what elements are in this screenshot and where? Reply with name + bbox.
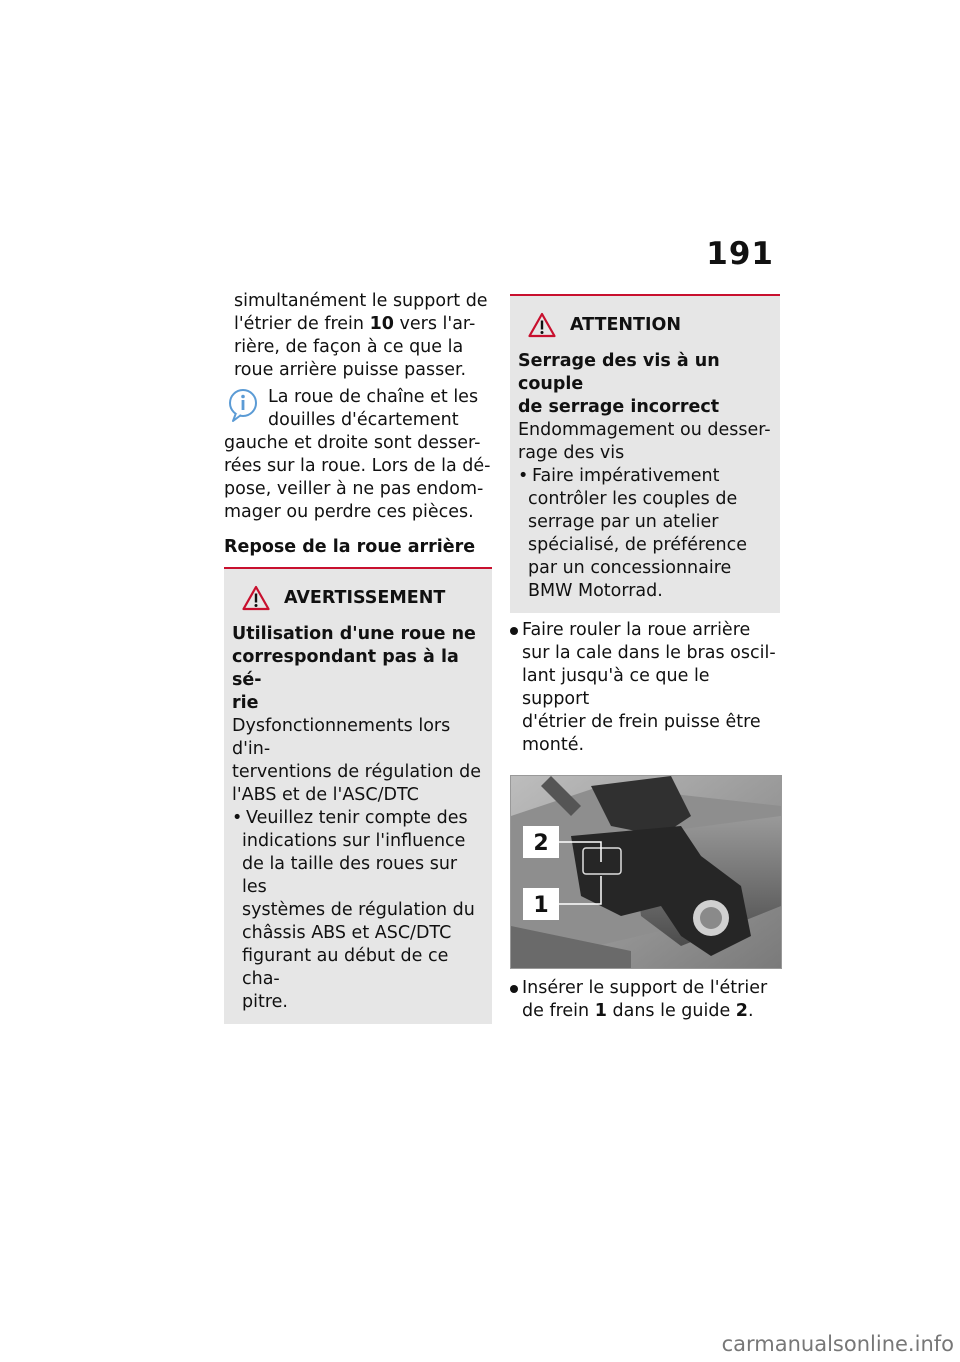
bullet-dot <box>510 627 518 635</box>
warning-title-row <box>232 585 484 611</box>
warning-title: AVERTISSEMENT <box>284 587 446 608</box>
warning-box <box>224 569 492 1024</box>
attention-bullet: • Faire impérativement contrôler les couples de serrage par un atelier spécialisé, de préférence par un concessionnaire BMW Motorrad. <box>518 465 772 603</box>
intro-line: rière, de façon à ce que la <box>234 337 464 357</box>
ref-number: 2 <box>735 1001 748 1021</box>
info-line: gauche et droite sont desser- <box>224 433 481 453</box>
watermark: carmanualsonline.info <box>721 1332 954 1356</box>
warning-subtitle: Utilisation d'une roue ne correspondant pas à la sé- rie <box>232 624 476 713</box>
intro-line: roue arrière puisse passer. <box>234 360 467 380</box>
warning-triangle-icon <box>242 585 270 611</box>
ref-number: 1 <box>594 1001 607 1021</box>
intro-line: l'étrier de frein 10 vers l'ar- <box>234 314 476 334</box>
info-line: pose, veiller à ne pas endom- <box>224 479 484 499</box>
info-line: rées sur la roue. Lors de la dé- <box>224 456 491 476</box>
info-line: douilles d'écartement <box>268 410 459 430</box>
info-line: La roue de chaîne et les <box>268 387 479 407</box>
attention-title-row <box>518 312 772 338</box>
attention-body: Endommagement ou desser- rage des vis <box>518 420 771 463</box>
action-step-roll-wheel: Faire rouler la roue arrière sur la cale dans le bras oscil- lant jusqu'à ce que le support d'étrier de frein puisse être monté. <box>510 619 780 757</box>
info-note <box>224 386 492 524</box>
attention-subtitle: Serrage des vis à un couple de serrage incorrect <box>518 351 720 417</box>
warning-bullet: • Veuillez tenir compte des indications sur l'influence de la taille des roues sur les systèmes de régulation du châssis ABS et ASC/DTC figurant au début de ce cha- pitre. <box>232 807 484 1014</box>
action-step-insert-carrier: Insérer le support de l'étrier de frein 1 dans le guide 2. <box>510 977 780 1023</box>
left-column <box>224 290 492 1024</box>
section-heading: Repose de la roue arrière <box>224 536 492 569</box>
bullet-dot <box>510 985 518 993</box>
callout-label-2: 2 <box>533 831 549 856</box>
callout-label-1: 1 <box>533 893 549 918</box>
attention-title: ATTENTION <box>570 314 682 335</box>
attention-box <box>510 294 780 613</box>
page-number: 191 <box>706 236 774 272</box>
brake-caliper-carrier-photo <box>510 775 782 969</box>
warning-body: Dysfonctionnements lors d'in- terventions de régulation de l'ABS et de l'ASC/DTC <box>232 716 481 805</box>
info-icon <box>228 388 258 422</box>
warning-triangle-icon <box>528 312 556 338</box>
info-line: mager ou perdre ces pièces. <box>224 502 474 522</box>
intro-paragraph <box>224 290 492 382</box>
ref-number: 10 <box>369 314 394 334</box>
intro-line: simultanément le support de <box>234 291 488 311</box>
right-column <box>510 294 780 1023</box>
